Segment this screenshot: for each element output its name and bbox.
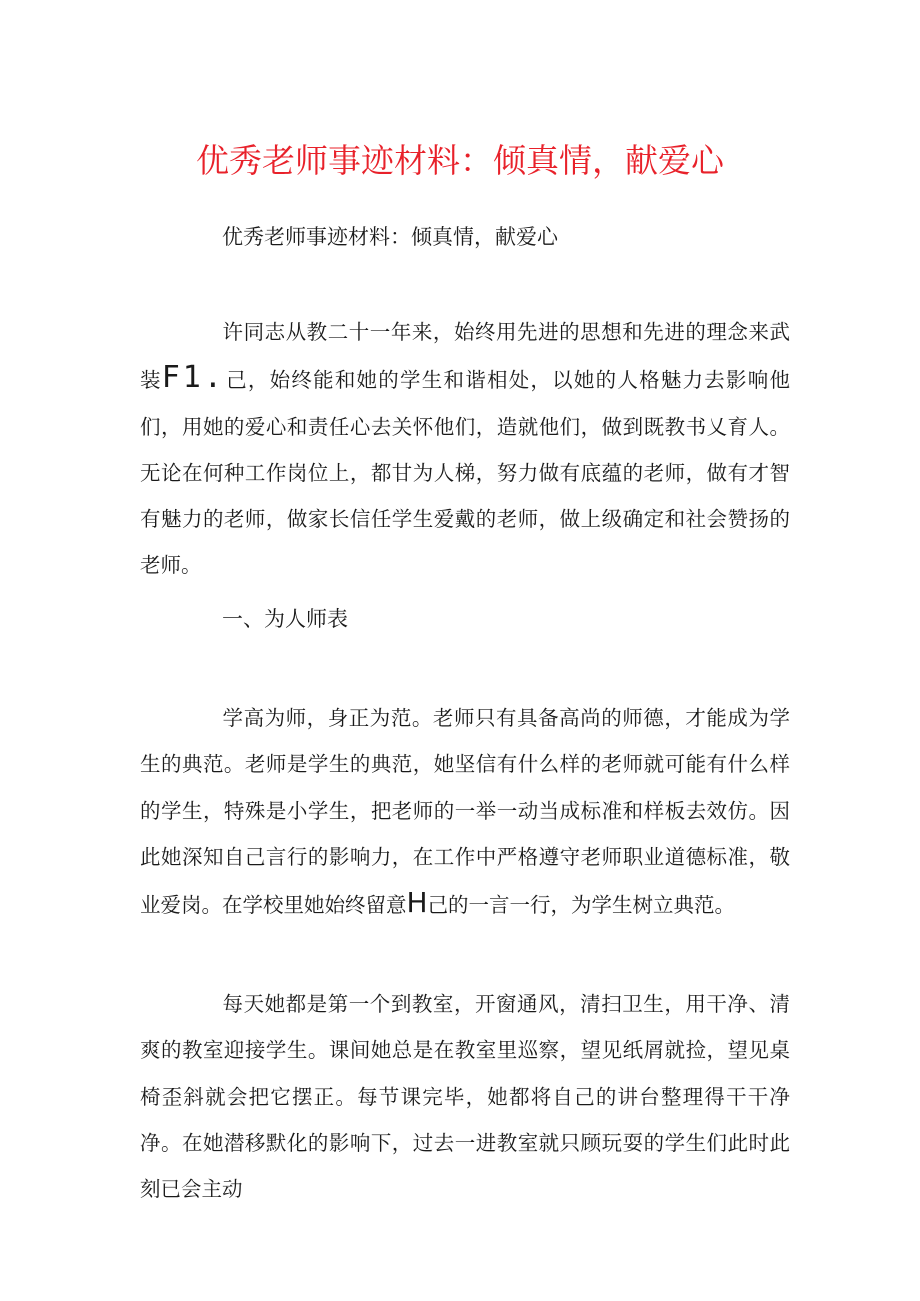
paragraph-daily-routine-text: 每天她都是第一个到教室，开窗通风，清扫卫生，用干净、清爽的教室迎接学生。课间她总是在教室里巡察，望见纸屑就捡，望见桌椅歪斜就会把它摆正。每节课完毕，她都将自己的讲台整理得干干净净。在她潜移默化的影响下，过去一进教室就只顾玩耍的学生们此时此刻已会主动: [140, 992, 790, 1202]
paragraph-role-model-text-a: 学高为师，身正为范。老师只有具备高尚的师德，才能成为学生的典范。老师是学生的典范，她坚信有什么样的老师就可能有什么样的学生，特殊是小学生，把老师的一举一动当成标准和样板去效仿。因此她深知自己言行的影响力，在工作中严格遵守老师职业道德标准，敬业爱岗。在学校里她始终留意: [140, 706, 790, 918]
paragraph-intro-odd-glyph: F1.: [161, 360, 225, 396]
paragraph-role-model-text-b: 己的一言一行，为学生树立典范。: [427, 893, 736, 918]
section-heading-1: 一、为人师表: [222, 607, 348, 631]
paragraph-role-model-odd-glyph: H: [406, 886, 428, 920]
document-subtitle: 优秀老师事迹材料：倾真情，献爱心: [222, 225, 558, 249]
paragraph-intro: [140, 309, 790, 589]
paragraph-intro-text-b: 己，始终能和她的学生和谐相处，以她的人格魅力去影响他们，用她的爱心和责任心去关怀他们，造就他们，做到既教书乂育人。无论在何种工作岗位上，都甘为人梯，努力做有底蕴的老师，做有才智有魅力的老师，做家长信任学生爱戴的老师，做上级确定和社会赞扬的老师。: [140, 368, 790, 578]
paragraph-role-model: [140, 695, 790, 928]
paragraph-intro-text-a: 许同志从教二十一年来，始终用先进的思想和先进的理念来武装: [140, 320, 790, 393]
document-title: 优秀老师事迹材料：倾真情，献爱心: [196, 141, 724, 180]
paragraph-daily-routine: [140, 981, 790, 1212]
